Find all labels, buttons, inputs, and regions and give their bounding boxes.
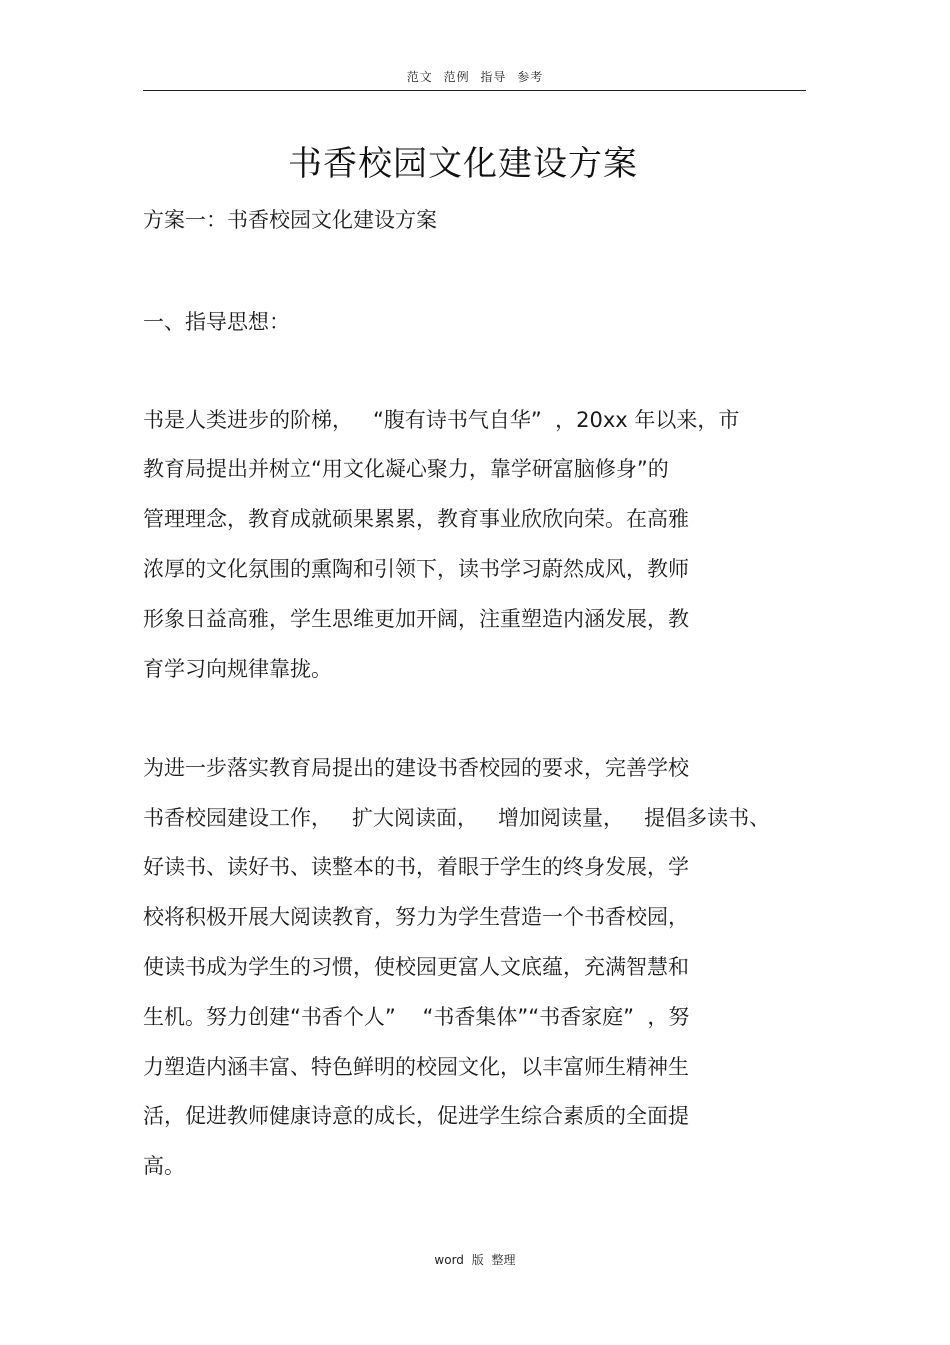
- paragraph-line: 管理理念，教育成就硕果累累，教育事业欣欣向荣。在高雅: [143, 507, 689, 531]
- header-divider: [143, 90, 806, 91]
- paragraph-line: 育学习向规律靠拢。: [143, 657, 332, 681]
- page-footer-text: word 版 整理: [434, 1253, 516, 1267]
- paragraph-line: 校将积极开展大阅读教育，努力为学生营造一个书香校园，: [143, 905, 689, 929]
- paragraph-line: 高。: [143, 1154, 185, 1178]
- paragraph-line: 书香校园建设工作， 扩大阅读面， 增加阅读量， 提倡多读书、: [143, 806, 771, 830]
- section-heading: 一、指导思想：: [143, 310, 290, 334]
- paragraph-line: 浓厚的文化氛围的熏陶和引领下，读书学习蔚然成风，教师: [143, 557, 689, 581]
- page-header-text: 范文 范例 指导 参考: [406, 70, 544, 84]
- paragraph-line: 活，促进教师健康诗意的成长，促进学生综合素质的全面提: [143, 1104, 689, 1128]
- paragraph-line: 力塑造内涵丰富、特色鲜明的校园文化，以丰富师生精神生: [143, 1055, 689, 1079]
- paragraph-line: 生机。努力创建“书香个人” “书香集体”“书香家庭” ，努: [143, 1005, 690, 1029]
- paragraph-line: 书是人类进步的阶梯， “腹有诗书气自华” ，20xx 年以来，市: [143, 408, 740, 432]
- paragraph-line: 教育局提出并树立“用文化凝心聚力，靠学研富脑修身”的: [143, 457, 669, 481]
- paragraph-line: 形象日益高雅，学生思维更加开阔，注重塑造内涵发展，教: [143, 607, 689, 631]
- paragraph-line: 使读书成为学生的习惯，使校园更富人文底蕴，充满智慧和: [143, 955, 689, 979]
- document-title: 书香校园文化建设方案: [288, 144, 638, 184]
- paragraph-line: 好读书、读好书、读整本的书，着眼于学生的终身发展，学: [143, 855, 689, 879]
- paragraph-line: 为进一步落实教育局提出的建设书香校园的要求，完善学校: [143, 756, 689, 780]
- document-subtitle: 方案一：书香校园文化建设方案: [143, 208, 437, 232]
